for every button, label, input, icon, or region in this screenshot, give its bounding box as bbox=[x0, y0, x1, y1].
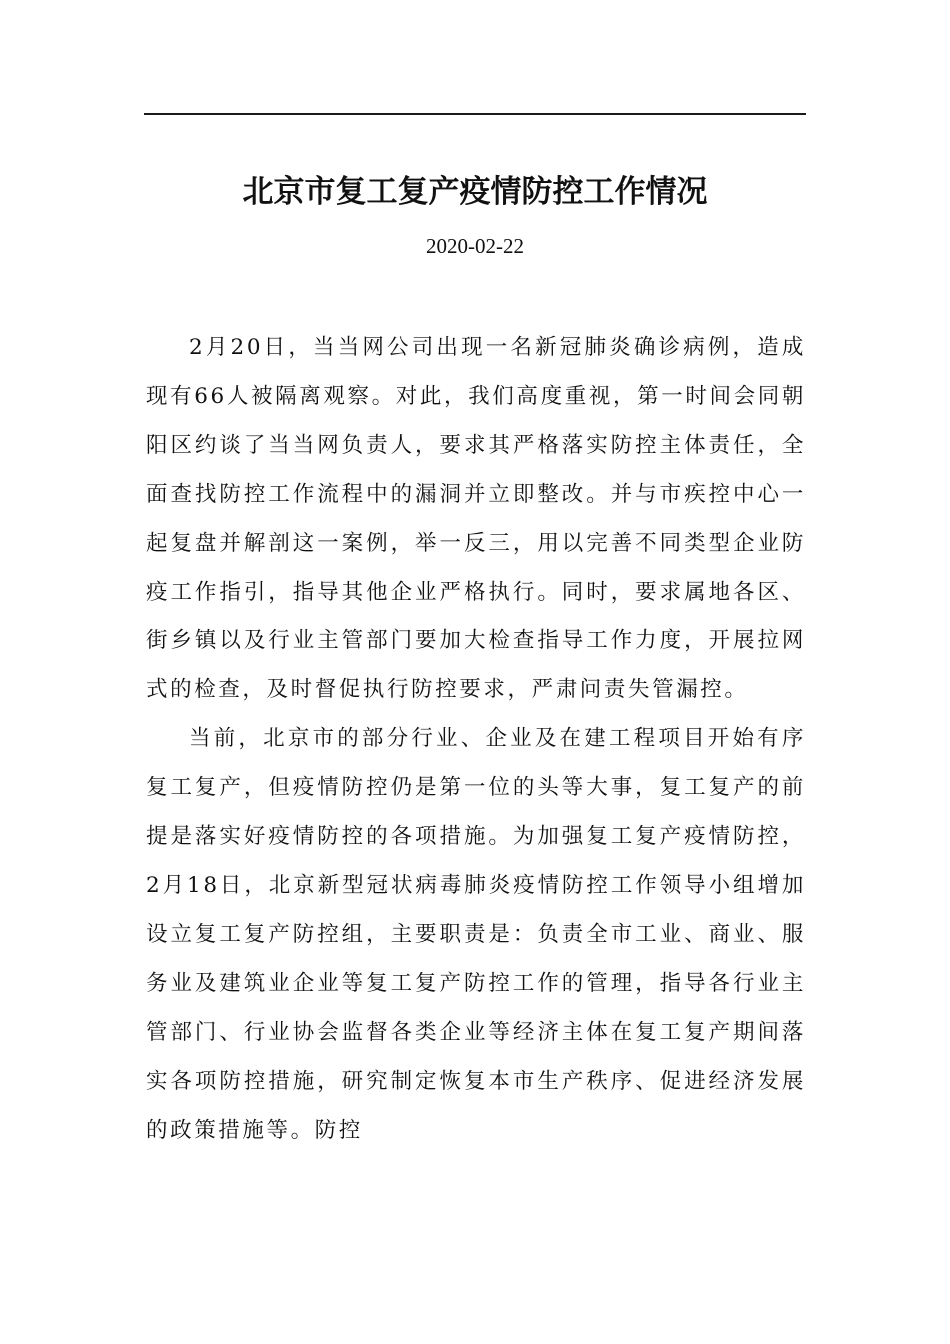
paragraph-2: 当前，北京市的部分行业、企业及在建工程项目开始有序复工复产，但疫情防控仍是第一位的头等大事，复工复产的前提是落实好疫情防控的各项措施。为加强复工复产疫情防控，2月18日，北京新型冠状病毒肺炎疫情防控工作领导小组增加设立复工复产防控组，主要职责是：负责全市工业、商业、服务业及建筑业企业等复工复产防控工作的管理，指导各行业主管部门、行业协会监督各类企业等经济主体在复工复产期间落实各项防控措施，研究制定恢复本市生产秩序、促进经济发展的政策措施等。防控 bbox=[146, 726, 806, 1143]
paragraph-1: 2月20日，当当网公司出现一名新冠肺炎确诊病例，造成现有66人被隔离观察。对此，我们高度重视，第一时间会同朝阳区约谈了当当网负责人，要求其严格落实防控主体责任，全面查找防控工作流程中的漏洞并立即整改。并与市疾控中心一起复盘并解剖这一案例，举一反三，用以完善不同类型企业防疫工作指引，指导其他企业严格执行。同时，要求属地各区、街乡镇以及行业主管部门要加大检查指导工作力度，开展拉网式的检查，及时督促执行防控要求，严肃问责失管漏控。 bbox=[146, 335, 806, 703]
header-rule bbox=[144, 113, 806, 115]
document-body bbox=[146, 324, 806, 1155]
document-title: 北京市复工复产疫情防控工作情况 bbox=[242, 174, 708, 210]
document-date: 2020-02-22 bbox=[426, 234, 524, 258]
